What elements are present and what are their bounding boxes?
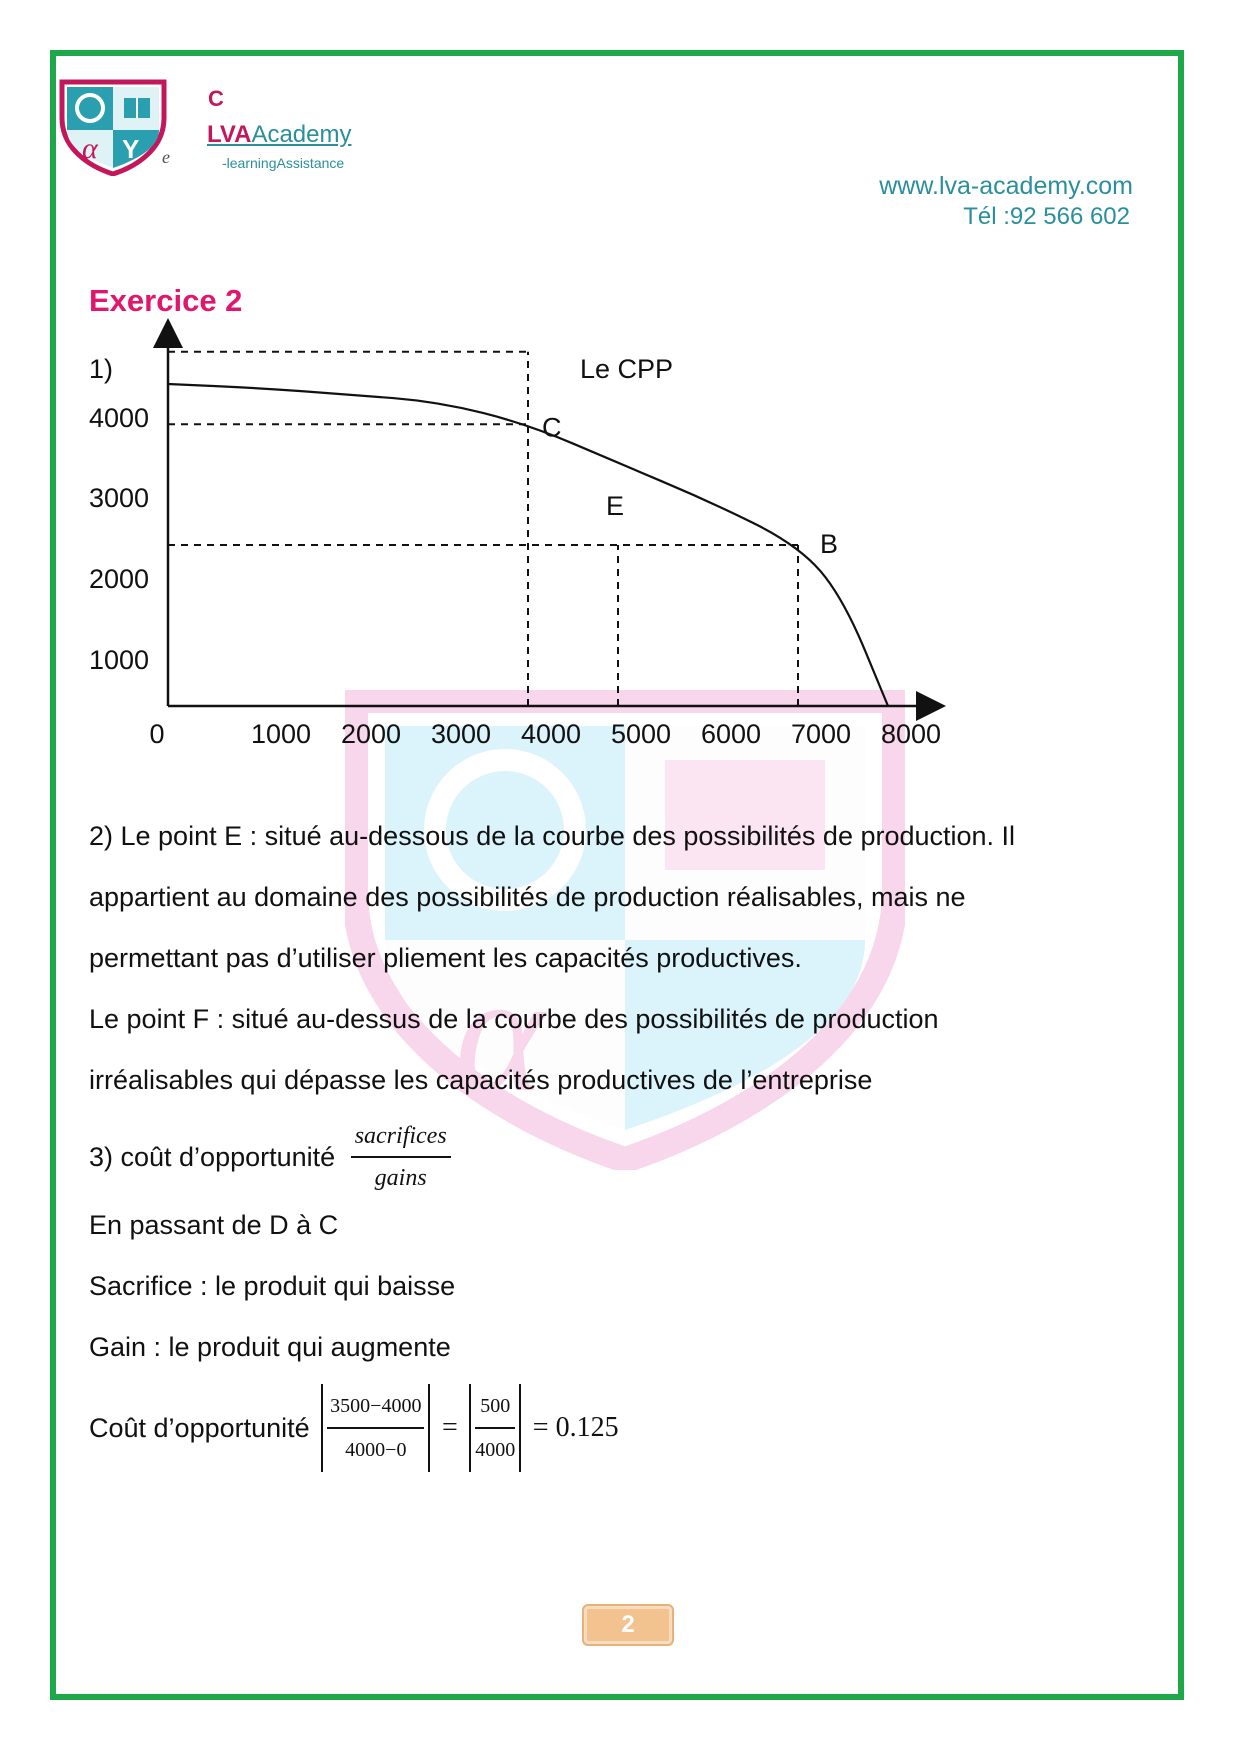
- cost-frac2-numerator: 500: [475, 1388, 515, 1429]
- point-label-E: E: [606, 491, 625, 521]
- website-link[interactable]: www.lva-academy.com: [879, 172, 1133, 200]
- x-tick-5000: 5000: [610, 719, 672, 749]
- x-tick-8000: 8000: [880, 719, 942, 749]
- y-tick-2000: 2000: [89, 564, 150, 594]
- q2-line-5: irréalisables qui dépasse les capacités productives de l’entreprise: [89, 1065, 873, 1095]
- q2-line-1: 2) Le point E : situé au-dessous de la courbe des possibilités de production. Il: [89, 821, 1016, 851]
- x-tick-4000: 4000: [520, 719, 582, 749]
- svg-text:α: α: [82, 132, 98, 165]
- fraction-denominator: gains: [374, 1165, 427, 1191]
- x-tick-7000: 7000: [790, 719, 852, 749]
- guide-lines: [168, 352, 798, 706]
- y-tick-3000: 3000: [89, 483, 150, 513]
- svg-text:α: α: [455, 939, 545, 1127]
- x-tick-1000: 1000: [250, 719, 312, 749]
- y-tick-4000: 4000: [89, 403, 150, 433]
- abs-value-1: [321, 1384, 430, 1472]
- page-number: 2: [621, 1611, 635, 1638]
- cost-result: = 0.125: [532, 1412, 619, 1443]
- x-tick-2000: 2000: [340, 719, 402, 749]
- q2-line-4: Le point F : situé au-dessus de la courbe des possibilités de production: [89, 1004, 939, 1034]
- q2-line-2: appartient au domaine des possibilités de production réalisables, mais ne: [89, 882, 966, 912]
- point-labels: [542, 412, 838, 559]
- brand-initial: C: [208, 86, 224, 111]
- brand-lva: LVA: [207, 121, 252, 148]
- phone-number: Tél :92 566 602: [963, 203, 1130, 230]
- x-tick-0: 0: [149, 719, 165, 749]
- equals-sign: =: [441, 1412, 458, 1443]
- cost-label: Coût d’opportunité: [89, 1413, 310, 1443]
- q2-line-3: permettant pas d’utiliser pliement les capacités productives.: [89, 943, 802, 973]
- y-tick-labels: [89, 403, 149, 675]
- brand-subtitle: -learningAssistance: [222, 155, 345, 171]
- question-label: 1): [89, 354, 114, 384]
- x-tick-6000: 6000: [700, 719, 762, 749]
- cpp-chart: [0, 0, 1240, 760]
- cost-formula: [89, 1384, 619, 1472]
- sacrifice-text: Sacrifice : le produit qui baisse: [89, 1271, 456, 1301]
- page-number-badge: [582, 1604, 674, 1646]
- abs-value-2: [469, 1384, 521, 1472]
- y-tick-1000: 1000: [89, 645, 150, 675]
- x-tick-3000: 3000: [430, 719, 492, 749]
- x-tick-labels: [149, 719, 941, 749]
- q3-label: 3) coût d’opportunité: [89, 1142, 336, 1172]
- cost-frac1-denominator: 4000−0: [345, 1439, 407, 1461]
- fraction-numerator: sacrifices: [351, 1118, 451, 1158]
- cost-frac1-numerator: 3500−4000: [327, 1388, 424, 1429]
- point-label-B: B: [820, 529, 839, 559]
- chart-title: Le CPP: [580, 354, 674, 384]
- gain-text: Gain : le produit qui augmente: [89, 1332, 451, 1362]
- svg-text:Y: Y: [122, 134, 140, 164]
- opportunity-fraction: [351, 1118, 451, 1196]
- passage-text: En passant de D à C: [89, 1210, 339, 1240]
- cost-frac2-denominator: 4000: [475, 1439, 516, 1461]
- exercise-title: Exercice 2: [89, 283, 243, 318]
- brand-e: e: [162, 147, 170, 167]
- brand-academy: Academy: [251, 121, 352, 148]
- q3-formula: [89, 1118, 451, 1196]
- watermark-logo-icon: [345, 690, 905, 1170]
- point-label-C: C: [542, 412, 562, 443]
